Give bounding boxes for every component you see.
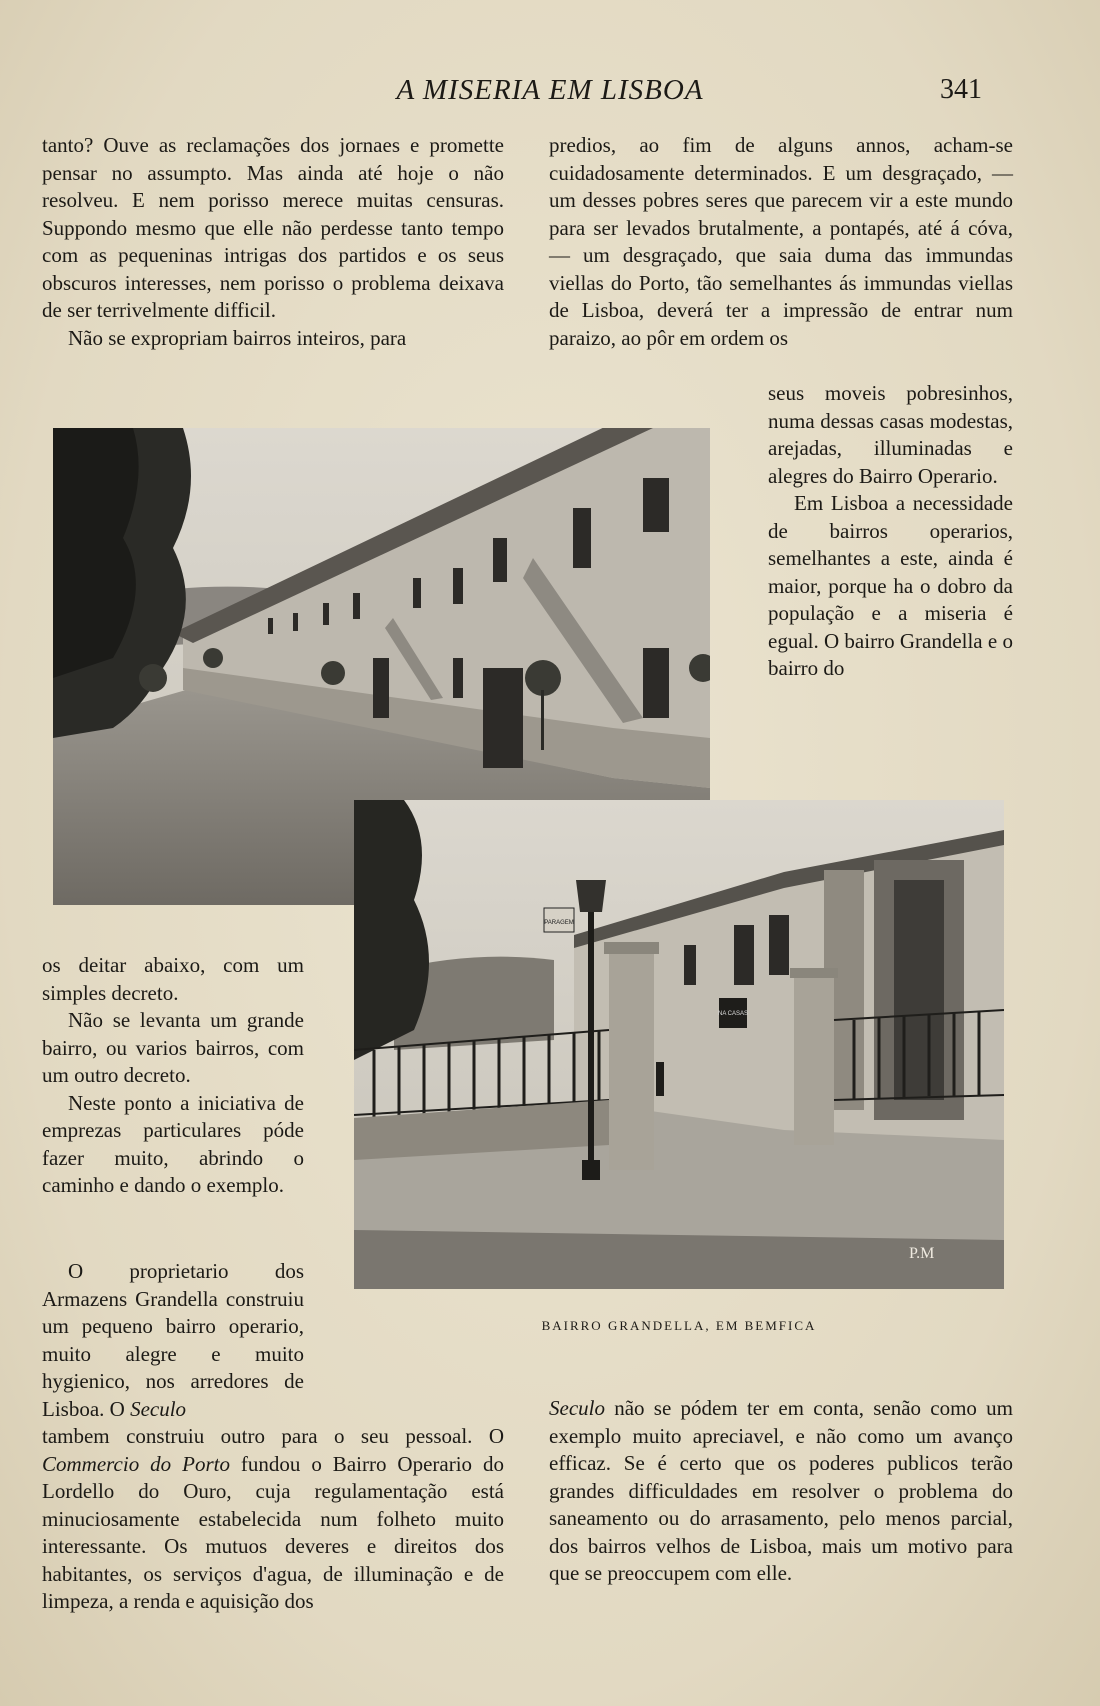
left-column-narrow: [42, 952, 304, 1200]
newspaper-seculo: Seculo: [549, 1396, 605, 1420]
paragraph: os deitar abaixo, com um simples decreto.: [42, 953, 304, 1005]
paragraph-text: não se pódem ter em conta, senão como um exemplo muito apreciavel, e não como um avanço efficaz. Se é certo que os poderes publicos terão grandes difficuldades em resolver o problema do saneamento ou do arrasamento, pelo menos parcial, dos bairros velhos de Lisboa, mais um motivo para que se preoccupem com elle.: [549, 1396, 1013, 1585]
newspaper-seculo: Seculo: [130, 1396, 187, 1421]
paragraph-text: fundou o Bairro Operario do Lordello do Ouro, cuja regulamentação está minuciosamente estabelecida num folheto muito interessante. Os mutuos deveres e direitos dos habitantes, os serviços d'agua, de illuminação e de limpeza, a renda e aquisição dos: [42, 1451, 504, 1613]
newspaper-commercio: Commercio do Porto: [42, 1451, 230, 1476]
photo-caption: BAIRRO GRANDELLA, EM BEMFICA: [541, 1318, 817, 1333]
paragraph: predios, ao fim de alguns annos, acham-se cuidadosamente determinados. E um desgraçado, — um desses pobres seres que parecem vir a este mundo para ser levados brutalmente, a pontapés, até á cóva, — um desgraçado, que saia duma das immundas viellas do Porto, tão semelhantes ás immundas viellas de Lisboa, deverá ter a impressão de entrar num paraizo, ao pôr em ordem os: [549, 133, 1013, 350]
photographer-monogram: P.M: [909, 1245, 935, 1262]
paragraph: [42, 1423, 504, 1616]
paragraph: [42, 1258, 304, 1423]
paragraph-text: O proprietario dos Armazens Grandella construiu um pequeno bairro operario, muito alegre e muito hygienico, nos arredores de Lisboa. O: [42, 1259, 304, 1421]
paragraph: Neste ponto a iniciativa de emprezas particulares póde fazer muito, abrindo o caminho e dando o exemplo.: [42, 1090, 304, 1197]
right-column-top: [549, 132, 1013, 352]
paragraph: tanto? Ouve as reclamações dos jornaes e promette pensar no assumpto. Mas ainda até hoje o não resolveu. E nem porisso merece muitas censuras. Suppondo mesmo que elle não perdesse tanto tempo com as pequeninas intrigas dos partidos e os seus obscuros interesses, nem porisso o problema deixava de ser terrivelmente difficil.: [42, 133, 504, 322]
page-number: 341: [940, 74, 982, 105]
left-column-top: [42, 132, 504, 352]
gate-sign-text: NA CASAS: [717, 1011, 749, 1017]
left-column-bottom: [42, 1258, 504, 1616]
paragraph: Em Lisboa a necessidade de bairros operarios, semelhantes a este, ainda é maior, porque ha o dobro da população e a miseria é egual. O bairro Grandella e o bairro do: [768, 491, 1013, 680]
photo-bairro-grandella: [354, 800, 1004, 1289]
paragraph: [549, 1395, 1013, 1588]
paragraph: Não se expropriam bairros inteiros, para: [68, 325, 407, 350]
paragraph: Não se levanta um grande bairro, ou varios bairros, com um outro decreto.: [42, 1008, 304, 1087]
right-column-bottom: [549, 1395, 1013, 1588]
paragraph-text: tambem construiu outro para o seu pessoal. O: [42, 1424, 504, 1448]
running-header-title: A MISERIA EM LISBOA: [396, 74, 704, 106]
stop-sign-text: PARAGEM: [544, 920, 574, 926]
right-column-narrow: [768, 380, 1013, 683]
paragraph: seus moveis pobresinhos, numa dessas casas modestas, arejadas, illuminadas e alegres do Bairro Operario.: [768, 381, 1013, 488]
